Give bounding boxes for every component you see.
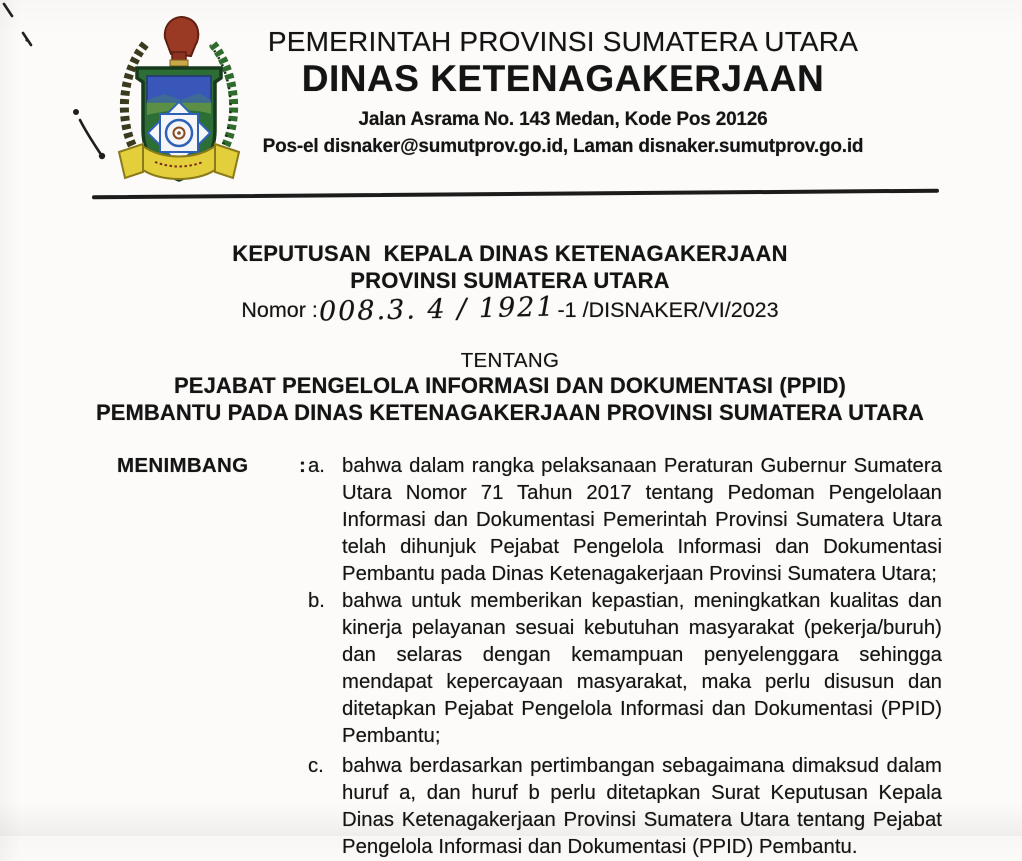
- decree-subject-block: [0, 349, 1020, 426]
- decree-number-line: [0, 291, 1020, 328]
- subject-line-2: PEMBANTU PADA DINAS KETENAGAKERJAAN PROVINSI SUMATERA UTARA: [95, 399, 925, 425]
- decree-number-handwritten: 008.3. 4 / 1921: [318, 291, 556, 328]
- subject-line-1: PEJABAT PENGELOLA INFORMASI DAN DOKUMENTASI (PPID): [174, 373, 846, 398]
- about-label: TENTANG: [460, 349, 560, 372]
- considering-colon: :: [299, 454, 306, 477]
- considering-item-c: [308, 753, 944, 861]
- considering-label: MENIMBANG: [117, 454, 249, 477]
- letterhead-divider: [92, 189, 939, 200]
- item-marker: a.: [308, 455, 325, 477]
- item-text: bahwa dalam rangka pelaksanaan Peraturan Gubernur Sumatera Utara Nomor 71 Tahun 2017 tentang Pedoman Pengelolaan Informasi dan Dokumentasi Pemerintah Provinsi Sumatera Utara telah dihunjuk Pejabat Pengelola Informasi dan Dokumentasi Pembantu pada Dinas Ketenagakerjaan Provinsi Sumatera Utara;: [342, 455, 942, 585]
- letterhead: [253, 26, 873, 160]
- agency-parent-title: PEMERINTAH PROVINSI SUMATERA UTARA: [267, 26, 859, 57]
- considering-item-a: [308, 453, 944, 588]
- provincial-coat-of-arms-logo: [103, 12, 255, 188]
- decree-title-block: [0, 241, 1020, 328]
- decree-title-line-1: KEPUTUSAN KEPALA DINAS KETENAGAKERJAAN: [232, 241, 788, 266]
- decree-title-line-2: PROVINSI SUMATERA UTARA: [350, 267, 670, 293]
- decree-number-suffix: -1 /DISNAKER/VI/2023: [557, 298, 779, 322]
- item-text: bahwa untuk memberikan kepastian, meningkatkan kualitas dan kinerja pelayanan sesuai kebutuhan masyarakat (pekerja/buruh) dan selaras dengan kemampuan penyelenggara sehingga mendapat kepercayaan masyarakat, maka perlu disusun dan ditetapkan Pejabat Pengelola Informasi dan Dokumentasi (PPID) Pembantu;: [342, 590, 942, 747]
- item-text: bahwa berdasarkan pertimbangan sebagaimana dimaksud dalam huruf a, dan huruf b perlu ditetapkan Surat Keputusan Kepala Dinas Ketenagakerjaan Provinsi Sumatera Utara tentang Pejabat Pengelola Informasi dan Dokumentasi (PPID) Pembantu.: [342, 755, 942, 858]
- item-marker: b.: [308, 590, 325, 612]
- address-line-2: Pos-el disnaker@sumutprov.go.id, Laman disnaker.sumutprov.go.id: [262, 136, 864, 157]
- agency-name-title: DINAS KETENAGAKERJAAN: [301, 58, 825, 99]
- item-marker: c.: [308, 755, 324, 777]
- decree-number-label: Nomor :: [241, 298, 318, 322]
- considering-list: [308, 453, 944, 861]
- considering-item-b: [308, 588, 944, 750]
- address-line-1: Jalan Asrama No. 143 Medan, Kode Pos 20126: [358, 109, 768, 130]
